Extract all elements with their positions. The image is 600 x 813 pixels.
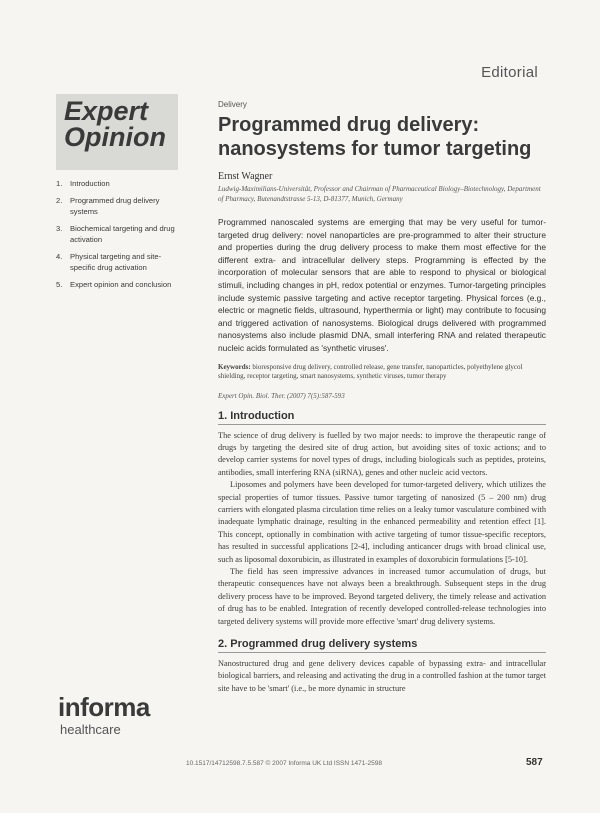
- section-label: Editorial: [481, 64, 538, 81]
- journal-logo: [64, 98, 166, 150]
- author-affiliation: Ludwig-Maximilians-Universität, Professor and Chairman of Pharmaceutical Biology–Biotechnology, Department of Pharmacy, Butenandtstrasse 5-13, D-81377, Munich, Germany: [218, 185, 541, 203]
- article-title-line2: nanosystems for tumor targeting: [218, 138, 532, 160]
- toc-item-label: Physical targeting and site-specific drug activation: [70, 252, 162, 272]
- toc-item-label: Programmed drug delivery systems: [70, 196, 160, 216]
- journal-logo-line2: Opinion: [64, 122, 166, 152]
- paragraph: The field has seen impressive advances in increased tumor accumulation of drugs, but therapeutic consequences have not always been a breakthrough. Subsequent steps in the drug delivery process have to be improved. Beyond targeted delivery, the timely release and activation of drug has to be enabled. Integration of recently developed controlled-release technologies into targeted delivery systems will provide more effective 'smart' drug delivery systems.: [218, 567, 546, 626]
- toc-item[interactable]: [56, 223, 186, 245]
- table-of-contents: [56, 178, 186, 296]
- article-title: [218, 113, 546, 161]
- toc-item[interactable]: [56, 251, 186, 273]
- paragraph: The science of drug delivery is fuelled by two major needs: to improve the therapeutic range of drugs by targeting the desired site of drug action, but avoiding sites of toxic actions; and to develop carrier systems for novel types of drugs, including biologicals such as peptides, proteins, antibodies, small interfering RNA (siRNA), genes and other nucleic acid vectors.: [218, 430, 546, 477]
- toc-item[interactable]: [56, 195, 186, 217]
- toc-item-label: Expert opinion and conclusion: [70, 280, 172, 289]
- toc-item-number: 3.: [56, 224, 63, 233]
- toc-item-number: 2.: [56, 196, 63, 205]
- citation: Expert Opin. Biol. Ther. (2007) 7(5):587-593: [218, 391, 345, 400]
- toc-item-label: Introduction: [70, 179, 110, 188]
- article-category: Delivery: [218, 100, 247, 109]
- toc-item-number: 1.: [56, 179, 63, 188]
- publisher-logo: informa: [58, 692, 150, 722]
- paragraph: Liposomes and polymers have been developed for tumor-targeted delivery, which utilizes the special properties of tumor tissues. Passive tumor targeting of nanosized (5 – 200 nm) drug carriers with elongated plasma circulation time relies on a leaky tumor vasculature combined with inadequate lymphatic drainage, resulting in the enhanced permeability and retention effect [1]. This concept, optionally in combination with active targeting of tumor tissue-specific receptors, has resulted in successful applications [2-4], including anticancer drugs with broad clinical use, such as liposomal doxorubicin, as illustrated in examples of doxorubicin formulations [5-10].: [218, 480, 546, 564]
- page-number: 587: [526, 757, 543, 768]
- journal-logo-line1: Expert: [64, 96, 149, 126]
- keywords: [218, 363, 546, 382]
- toc-item-number: 5.: [56, 280, 63, 289]
- abstract: Programmed nanoscaled systems are emerging that may be very useful for tumor-targeted drug delivery: novel nanoparticles are pre-programmed to alter their structure and properties during the drug delivery process to make them most effective for the different extra- and intracellular delivery steps. Programming is effected by the incorporation of molecular sensors that are able to respond to physical or biological stimuli, including changes in pH, redox potential or enzymes. Tumor-targeting principles include systemic passive targeting and active receptor targeting. Physical forces (e.g., electric or magnetic fields, ultrasound, hyperthermia or light) may contribute to focusing and triggered activation of nanosystems. Biological drugs delivered with programmed nanosystems also include plasmid DNA, small interfering RNA and related therapeutic nucleic acids formulated as 'synthetic viruses'.: [218, 217, 546, 353]
- toc-item-number: 4.: [56, 252, 63, 261]
- author-name: Ernst Wagner: [218, 171, 273, 182]
- toc-item[interactable]: [56, 178, 186, 189]
- keywords-list: bioresponsive drug delivery, controlled release, gene transfer, nanoparticles, polyethylene glycol shielding, receptor targeting, smart nanosystems, synthetic viruses, tumor therapy: [218, 362, 523, 381]
- section-heading-introduction: 1. Introduction: [218, 410, 546, 425]
- doi-footer: 10.1517/14712598.7.5.587 © 2007 Informa UK Ltd ISSN 1471-2598: [186, 760, 382, 767]
- paragraph: Nanostructured drug and gene delivery devices capable of bypassing extra- and intracellular biological barriers, and releasing and activating the drug in a controlled fashion at the tumor target site have to be 'smart' (i.e., be more dynamic in structure: [218, 659, 546, 693]
- article-main: [218, 100, 546, 695]
- toc-item-label: Biochemical targeting and drug activation: [70, 224, 175, 244]
- article-title-line1: Programmed drug delivery:: [218, 114, 480, 136]
- keywords-label: Keywords:: [218, 362, 251, 371]
- section-heading-programmed-delivery: 2. Programmed drug delivery systems: [218, 638, 546, 653]
- toc-item[interactable]: [56, 279, 186, 290]
- publisher-subtitle: healthcare: [60, 722, 121, 737]
